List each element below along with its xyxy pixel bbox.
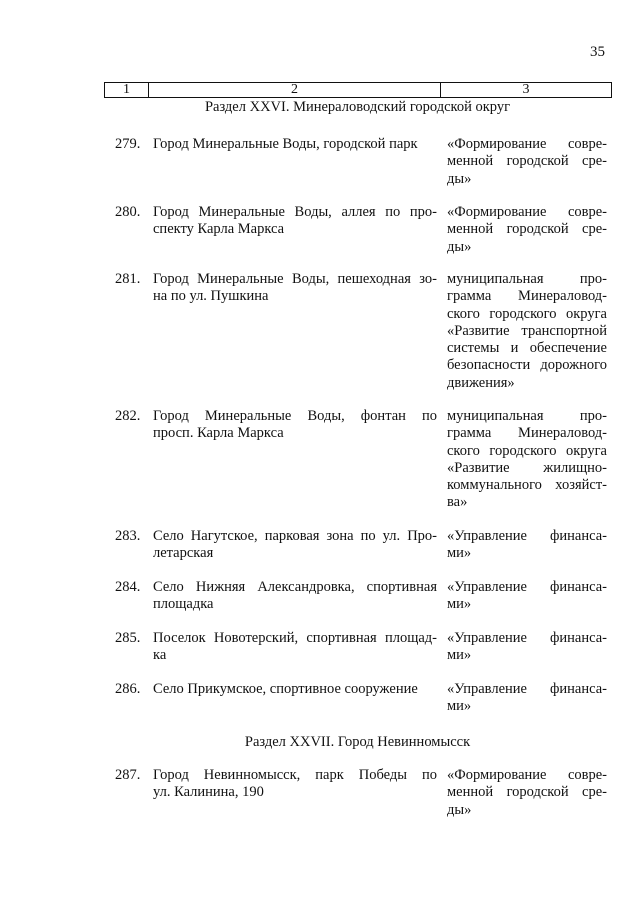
entry-number: 282. [115,408,141,424]
place-line: Село Нагутское, парковая зона по ул. Про- [153,528,437,544]
entry-place [153,579,437,614]
program-line: менной городской сре- [447,153,607,170]
program-line: грамма Минераловод- [447,425,607,442]
program-line: «Управление финанса- [447,681,607,697]
place-line: на по ул. Пушкина [153,288,269,305]
program-line: «Управление финанса- [447,630,607,646]
program-line: «Управление финанса- [447,579,607,595]
program-line: менной городской сре- [447,221,607,238]
entry-number: 280. [115,204,141,220]
program-line: ского городского округа [447,305,607,322]
entry-program [447,136,607,188]
program-line: ского городского округа [447,442,607,459]
program-line: ды» [447,170,472,187]
program-line: муниципальная про- [447,271,607,287]
program-line: коммунального хозяйст- [447,477,607,494]
program-line: муниципальная про- [447,408,607,424]
entry-program [447,681,607,716]
program-line: «Управление финанса- [447,528,607,544]
entry-number: 284. [115,579,141,595]
place-line: спекту Карла Маркса [153,221,285,238]
place-line: Поселок Новотерский, спортивная площад- [153,630,437,646]
program-line: ми» [447,647,472,664]
entry-place [153,630,437,665]
place-line: Город Минеральные Воды, городской парк [153,136,418,152]
column-header-3: 3 [441,83,612,98]
place-line: площадка [153,596,214,613]
entry-place [153,767,437,802]
entry-place [153,408,437,443]
entry-program [447,204,607,256]
place-line: ка [153,647,167,664]
program-line: ми» [447,545,472,562]
place-line: Город Невинномысск, парк Победы по [153,767,437,783]
place-line: Село Нижняя Александровка, спортивная [153,579,437,595]
page-number: 35 [590,44,605,60]
entry-program [447,271,607,392]
entry-place [153,681,437,698]
column-header-2: 2 [149,83,441,98]
program-line: ды» [447,238,472,255]
entry-program [447,630,607,665]
section-title: Раздел XXVI. Минераловодский городской округ [204,99,511,115]
program-line: ва» [447,494,468,511]
place-line: ул. Калинина, 190 [153,784,264,801]
place-line: Город Минеральные Воды, пешеходная зо- [153,271,437,287]
program-line: безопасности дорожного [447,357,607,374]
entry-number: 281. [115,271,141,287]
program-line: движения» [447,374,515,391]
entry-number: 283. [115,528,141,544]
program-line: «Формирование совре- [447,136,607,152]
entry-number: 279. [115,136,141,152]
place-line: летарская [153,545,214,562]
place-line: просп. Карла Маркса [153,425,284,442]
program-line: «Формирование совре- [447,204,607,220]
entry-number: 285. [115,630,141,646]
program-line: ми» [447,698,472,715]
entry-program [447,408,607,512]
entry-place [153,204,437,239]
program-line: ми» [447,596,472,613]
program-line: «Развитие жилищно- [447,459,607,476]
place-line: Город Минеральные Воды, фонтан по [153,408,437,424]
program-line: системы и обеспечение [447,340,607,357]
entry-number: 286. [115,681,141,697]
entry-place [153,271,437,306]
program-line: менной городской сре- [447,784,607,801]
entry-place [153,528,437,563]
program-line: грамма Минераловод- [447,288,607,305]
program-line: «Развитие транспортной [447,322,607,339]
place-line: Село Прикумское, спортивное сооружение [153,681,418,697]
section-title: Раздел XXVII. Город Невинномысск [244,734,471,750]
column-header-1: 1 [105,83,149,98]
program-line: ды» [447,801,472,818]
entry-program [447,528,607,563]
entry-number: 287. [115,767,141,783]
program-line: «Формирование совре- [447,767,607,783]
entry-program [447,579,607,614]
column-header-table [104,82,612,98]
place-line: Город Минеральные Воды, аллея по про- [153,204,437,220]
entry-program [447,767,607,819]
entry-place [153,136,437,153]
